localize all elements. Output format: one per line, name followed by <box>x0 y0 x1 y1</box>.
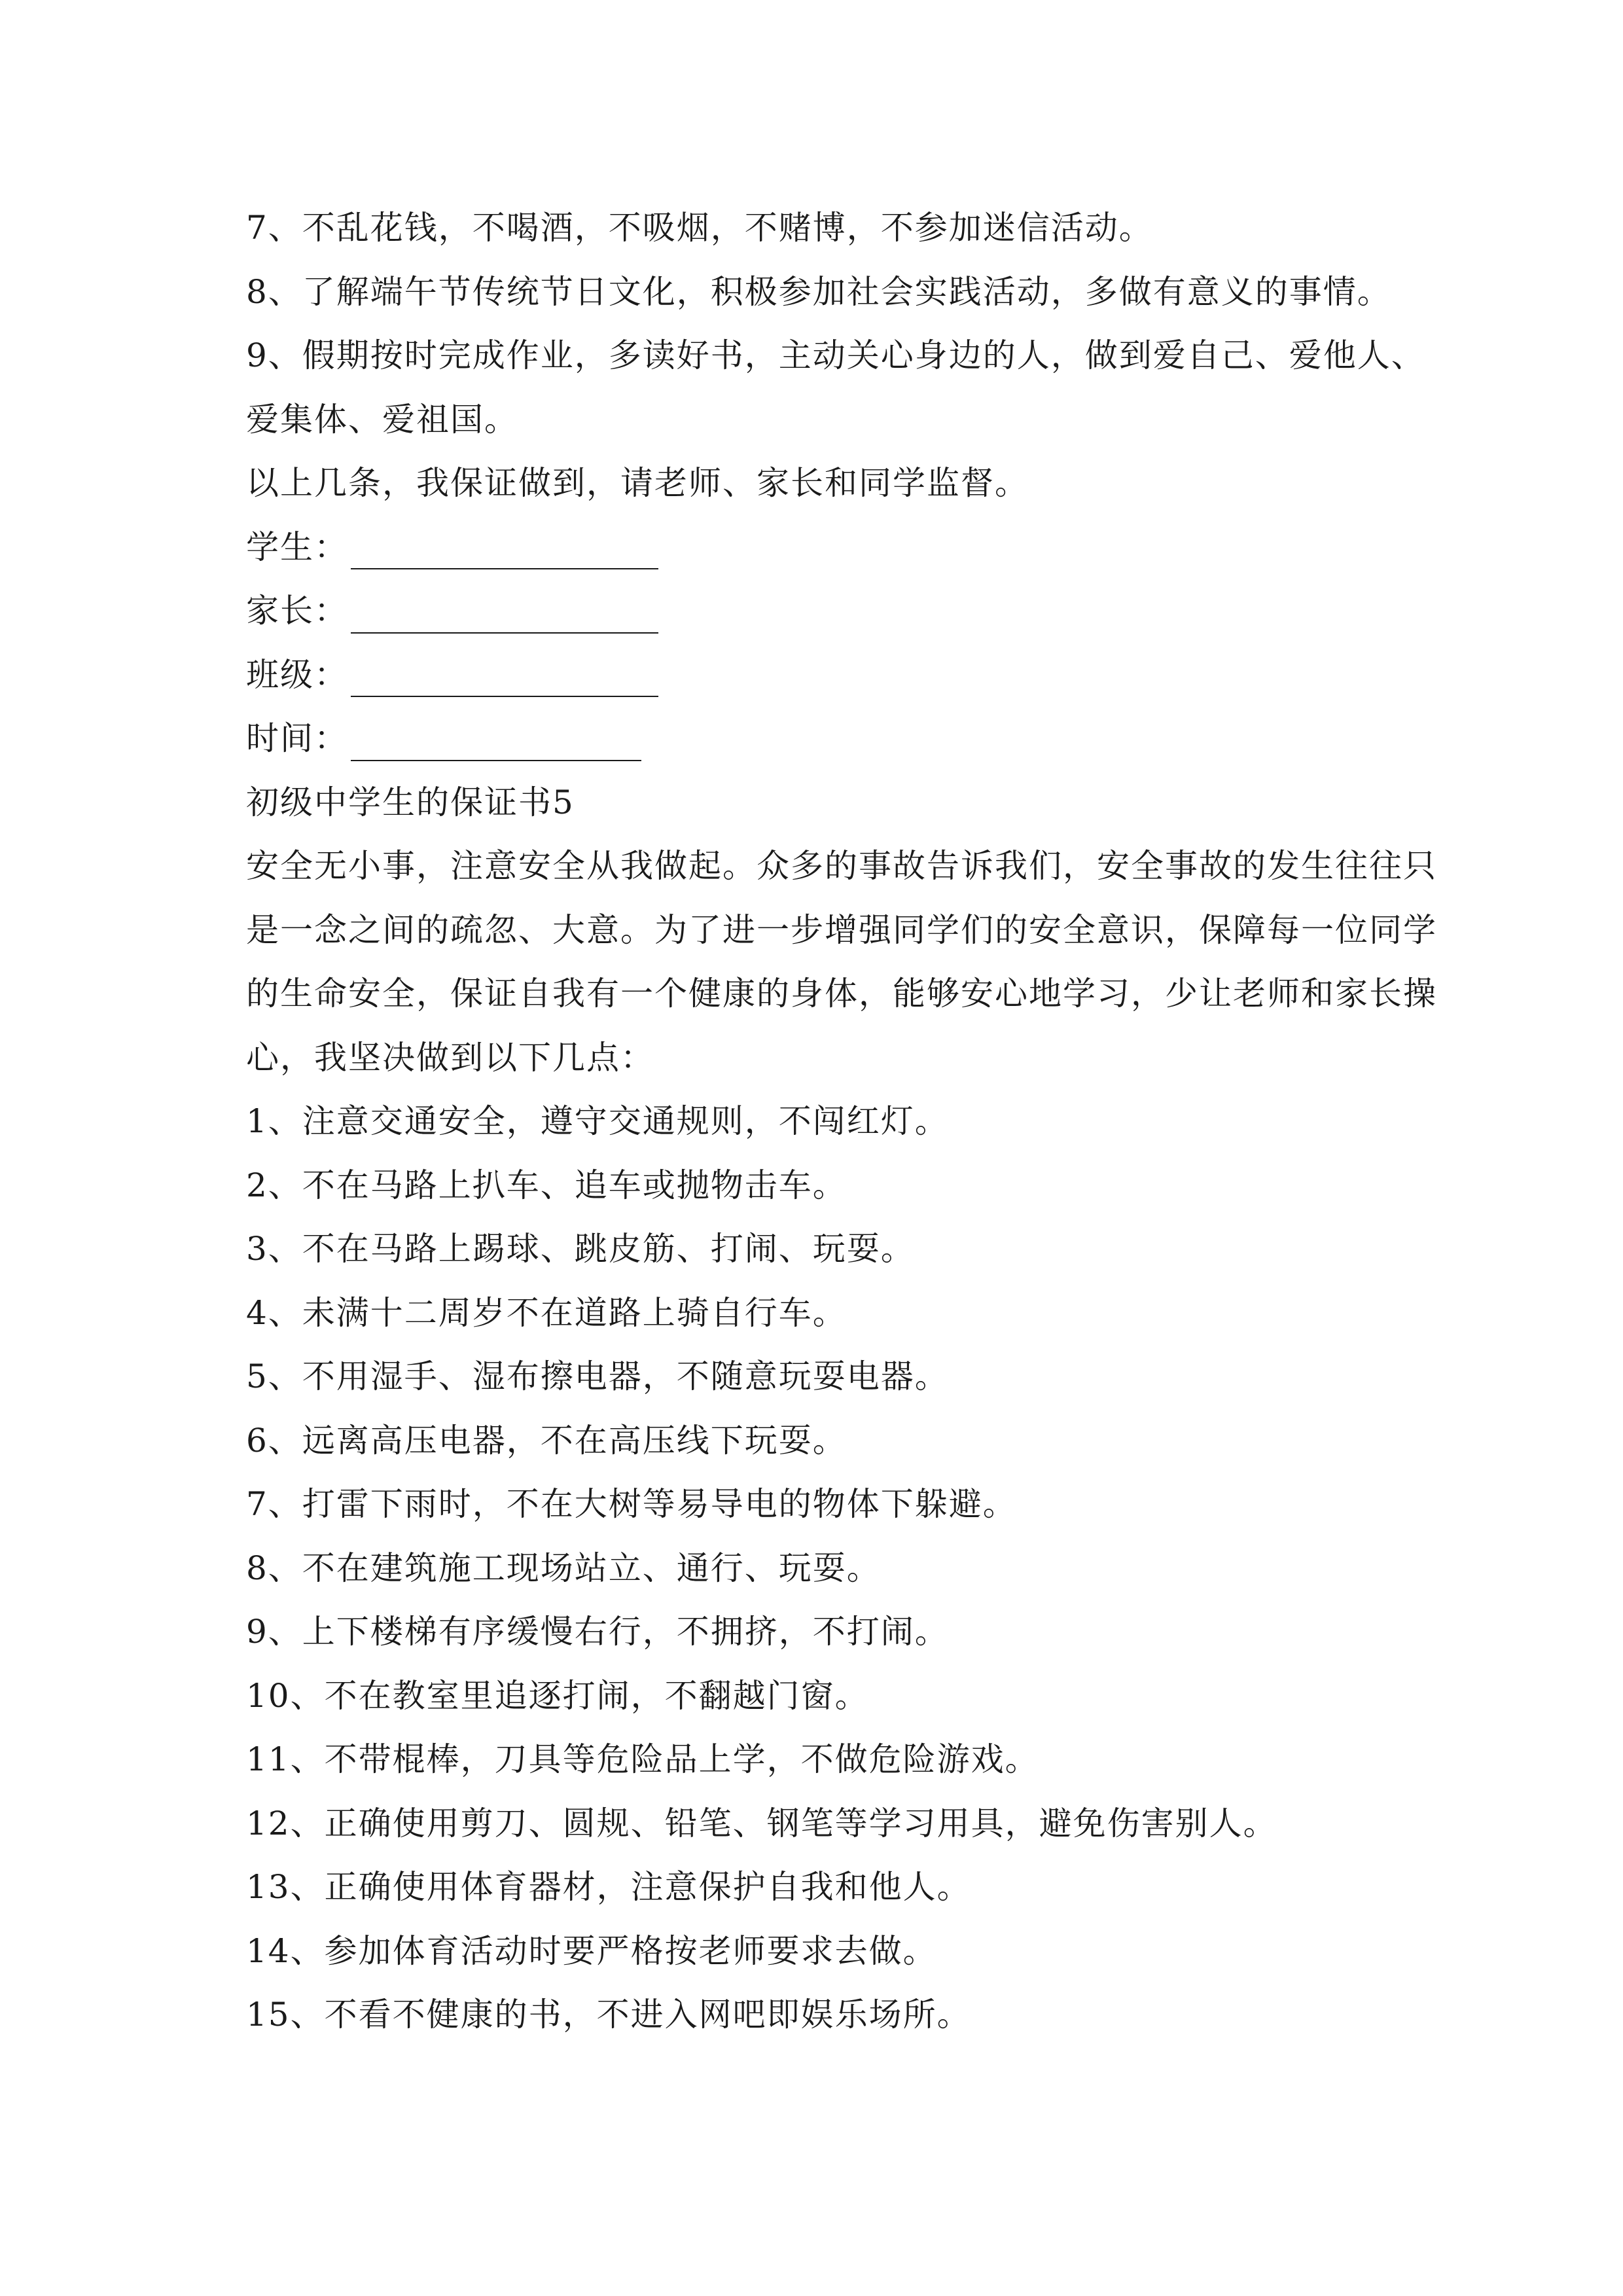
rule-item-10: 10、不在教室里追逐打闹，不翻越门窗。 <box>246 1676 869 1715</box>
rule-item-9: 9、上下楼梯有序缓慢右行，不拥挤，不打闹。 <box>246 1613 949 1651</box>
document-page <box>246 196 1437 2047</box>
intro-line-1: 安全无小事，注意安全从我做起。众多的事故告诉我们，安全事故的发生往往只 <box>246 847 1437 885</box>
signature-class <box>246 643 1385 708</box>
pledge-item-7: 7、不乱花钱，不喝酒，不吸烟，不赌博，不参加迷信活动。 <box>246 209 1153 247</box>
parent-label: 家长： <box>246 592 348 630</box>
rule-item-8: 8、不在建筑施工现场站立、通行、玩耍。 <box>246 1549 881 1587</box>
rule-item-12: 12、正确使用剪刀、圆规、铅笔、钢笔等学习用具，避免伤害别人。 <box>246 1804 1277 1842</box>
student-label: 学生： <box>246 528 348 566</box>
pledge-item-8: 8、了解端午节传统节日文化，积极参加社会实践活动，多做有意义的事情。 <box>246 272 1391 311</box>
rule-item-4: 4、未满十二周岁不在道路上骑自行车。 <box>246 1293 847 1332</box>
intro-line-4: 心，我坚决做到以下几点： <box>246 1038 654 1077</box>
rule-item-14: 14、参加体育活动时要严格按老师要求去做。 <box>246 1931 937 1970</box>
section-title: 初级中学生的保证书5 <box>246 783 575 821</box>
class-label: 班级： <box>246 655 348 694</box>
rule-item-15: 15、不看不健康的书，不进入网吧即娱乐场所。 <box>246 1996 971 2034</box>
rule-item-13: 13、正确使用体育器材，注意保护自我和他人。 <box>246 1868 971 1906</box>
rule-item-7: 7、打雷下雨时，不在大树等易导电的物体下躲避。 <box>246 1485 1017 1523</box>
intro-line-3: 的生命安全，保证自我有一个健康的身体，能够安心地学习，少让老师和家长操 <box>246 975 1437 1013</box>
rule-item-6: 6、远离高压电器，不在高压线下玩耍。 <box>246 1421 847 1460</box>
rule-item-11: 11、不带棍棒，刀具等危险品上学，不做危险游戏。 <box>246 1740 1039 1778</box>
intro-line-2: 是一念之间的疏忽、大意。为了进一步增强同学们的安全意识，保障每一位同学 <box>246 910 1437 949</box>
signature-time <box>246 707 1385 771</box>
rule-item-3: 3、不在马路上踢球、跳皮筋、打闹、玩耍。 <box>246 1230 915 1268</box>
rule-item-1: 1、注意交通安全，遵守交通规则，不闯红灯。 <box>246 1102 949 1140</box>
pledge-item-9-line-2: 爱集体、爱祖国。 <box>246 400 518 439</box>
rule-item-5: 5、不用湿手、湿布擦电器，不随意玩耍电器。 <box>246 1357 949 1395</box>
time-label: 时间： <box>246 719 348 757</box>
parent-signature-blank <box>351 589 658 634</box>
rule-item-2: 2、不在马路上扒车、追车或抛物击车。 <box>246 1166 847 1204</box>
pledge-item-9-line-1: 9、假期按时完成作业，多读好书，主动关心身边的人，做到爱自己、爱他人、 <box>246 336 1425 374</box>
student-signature-blank <box>351 525 658 569</box>
class-signature-blank <box>351 653 658 697</box>
time-signature-blank <box>351 717 641 761</box>
signature-parent <box>246 579 1385 643</box>
signature-student <box>246 516 1385 580</box>
closing-statement: 以上几条，我保证做到，请老师、家长和同学监督。 <box>246 464 1029 502</box>
